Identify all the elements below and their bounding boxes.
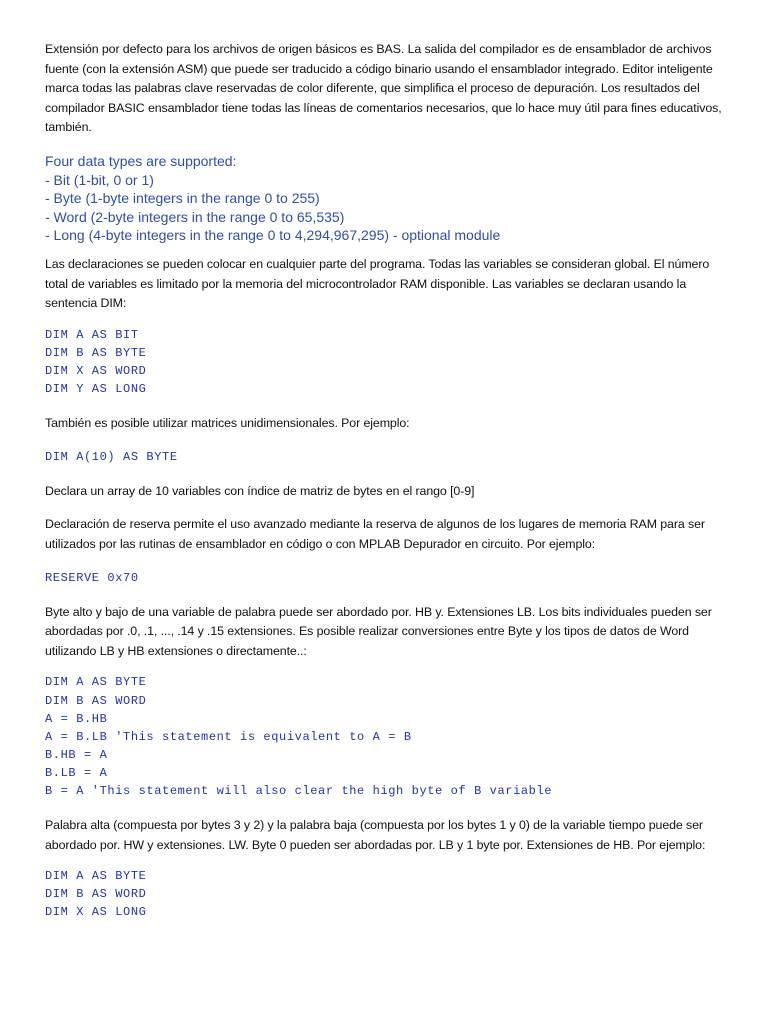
code-line: DIM A AS BIT xyxy=(45,327,139,342)
code-line: DIM B AS WORD xyxy=(45,887,147,902)
code-line: B = A 'This statement will also clear the high byte of B variable xyxy=(45,784,553,798)
code-line: B.HB = A xyxy=(45,747,108,762)
paragraph-arrays: También es posible utilizar matrices unidimensionales. Por ejemplo: xyxy=(45,416,410,431)
code-line: A = B.LB 'This statement is equivalent to A = B xyxy=(45,729,412,744)
paragraph-reserve: Declaración de reserva permite el uso avanzado mediante la reserva de algunos de los lugares de memoria RAM para ser utilizados por las rutinas de ensamblador en código o con MPLAB Depurador en circuito. Por ejemplo: xyxy=(45,517,705,551)
data-types-heading: Four data types are supported: xyxy=(45,152,237,169)
paragraph-array-desc: Declara un array de 10 variables con índice de matriz de bytes en el rango [0-9] xyxy=(45,483,475,498)
data-types-list xyxy=(45,152,735,245)
code-line: DIM X AS LONG xyxy=(45,905,147,920)
list-item: - Word (2-byte integers in the range 0 to 65,535) xyxy=(45,208,345,225)
code-line: DIM X AS WORD xyxy=(45,363,147,378)
code-block-reserve xyxy=(45,569,735,587)
code-line: A = B.HB xyxy=(45,711,108,726)
code-line: DIM B AS BYTE xyxy=(45,345,147,360)
list-item: - Long (4-byte integers in the range 0 to 4,294,967,295) - optional module xyxy=(45,227,501,244)
code-line: DIM A(10) AS BYTE xyxy=(45,449,178,464)
paragraph-intro: Extensión por defecto para los archivos de origen básicos es BAS. La salida del compilador es de ensamblador de archivos fuente (con la extensión ASM) que puede ser traducido a código binario usando el ensamblador integrado. Editor inteligente marca todas las palabras clave reservadas de color diferente, que simplifica el proceso de depuración. Los resultados del compilador BASIC ensamblador tiene todas las líneas de comentarios necesarios, que lo hace muy útil para fines educativos, también. xyxy=(45,42,722,135)
code-line: RESERVE 0x70 xyxy=(45,570,139,585)
paragraph-declarations: Las declaraciones se pueden colocar en cualquier parte del programa. Todas las variables se consideran global. El número total de variables es limitado por la memoria del microcontrolador RAM disponible. Las variables se declaran usando la sentencia DIM: xyxy=(45,256,710,311)
code-line: DIM A AS BYTE xyxy=(45,869,147,884)
code-line: DIM B AS WORD xyxy=(45,693,147,708)
paragraph-byte-word: Byte alto y bajo de una variable de palabra puede ser abordado por. HB y. Extensiones LB. Los bits individuales pueden ser abordadas por .0, .1, ..., .14 y .15 extensiones. Es posible realizar conversiones entre Byte y los tipos de datos de Word utilizando LB y HB extensiones o directamente..: xyxy=(45,604,712,658)
code-line: DIM Y AS LONG xyxy=(45,382,147,396)
code-line: DIM A AS BYTE xyxy=(45,675,147,690)
code-block-array xyxy=(45,448,735,466)
code-block-dim xyxy=(45,326,735,398)
code-block-byte-word xyxy=(45,673,735,800)
paragraph-long: Palabra alta (compuesta por bytes 3 y 2) y la palabra baja (compuesta por los bytes 1 y 0) de la variable tiempo puede ser abordado por. HW y extensiones. LW. Byte 0 pueden ser abordadas por. LB y 1 byte por. Extensiones de HB. Por ejemplo: xyxy=(45,818,706,852)
list-item: - Bit (1-bit, 0 or 1) xyxy=(45,171,154,188)
code-block-long xyxy=(45,867,735,921)
code-line: B.LB = A xyxy=(45,765,108,780)
list-item: - Byte (1-byte integers in the range 0 to 255) xyxy=(45,190,320,207)
document-body xyxy=(45,40,735,938)
